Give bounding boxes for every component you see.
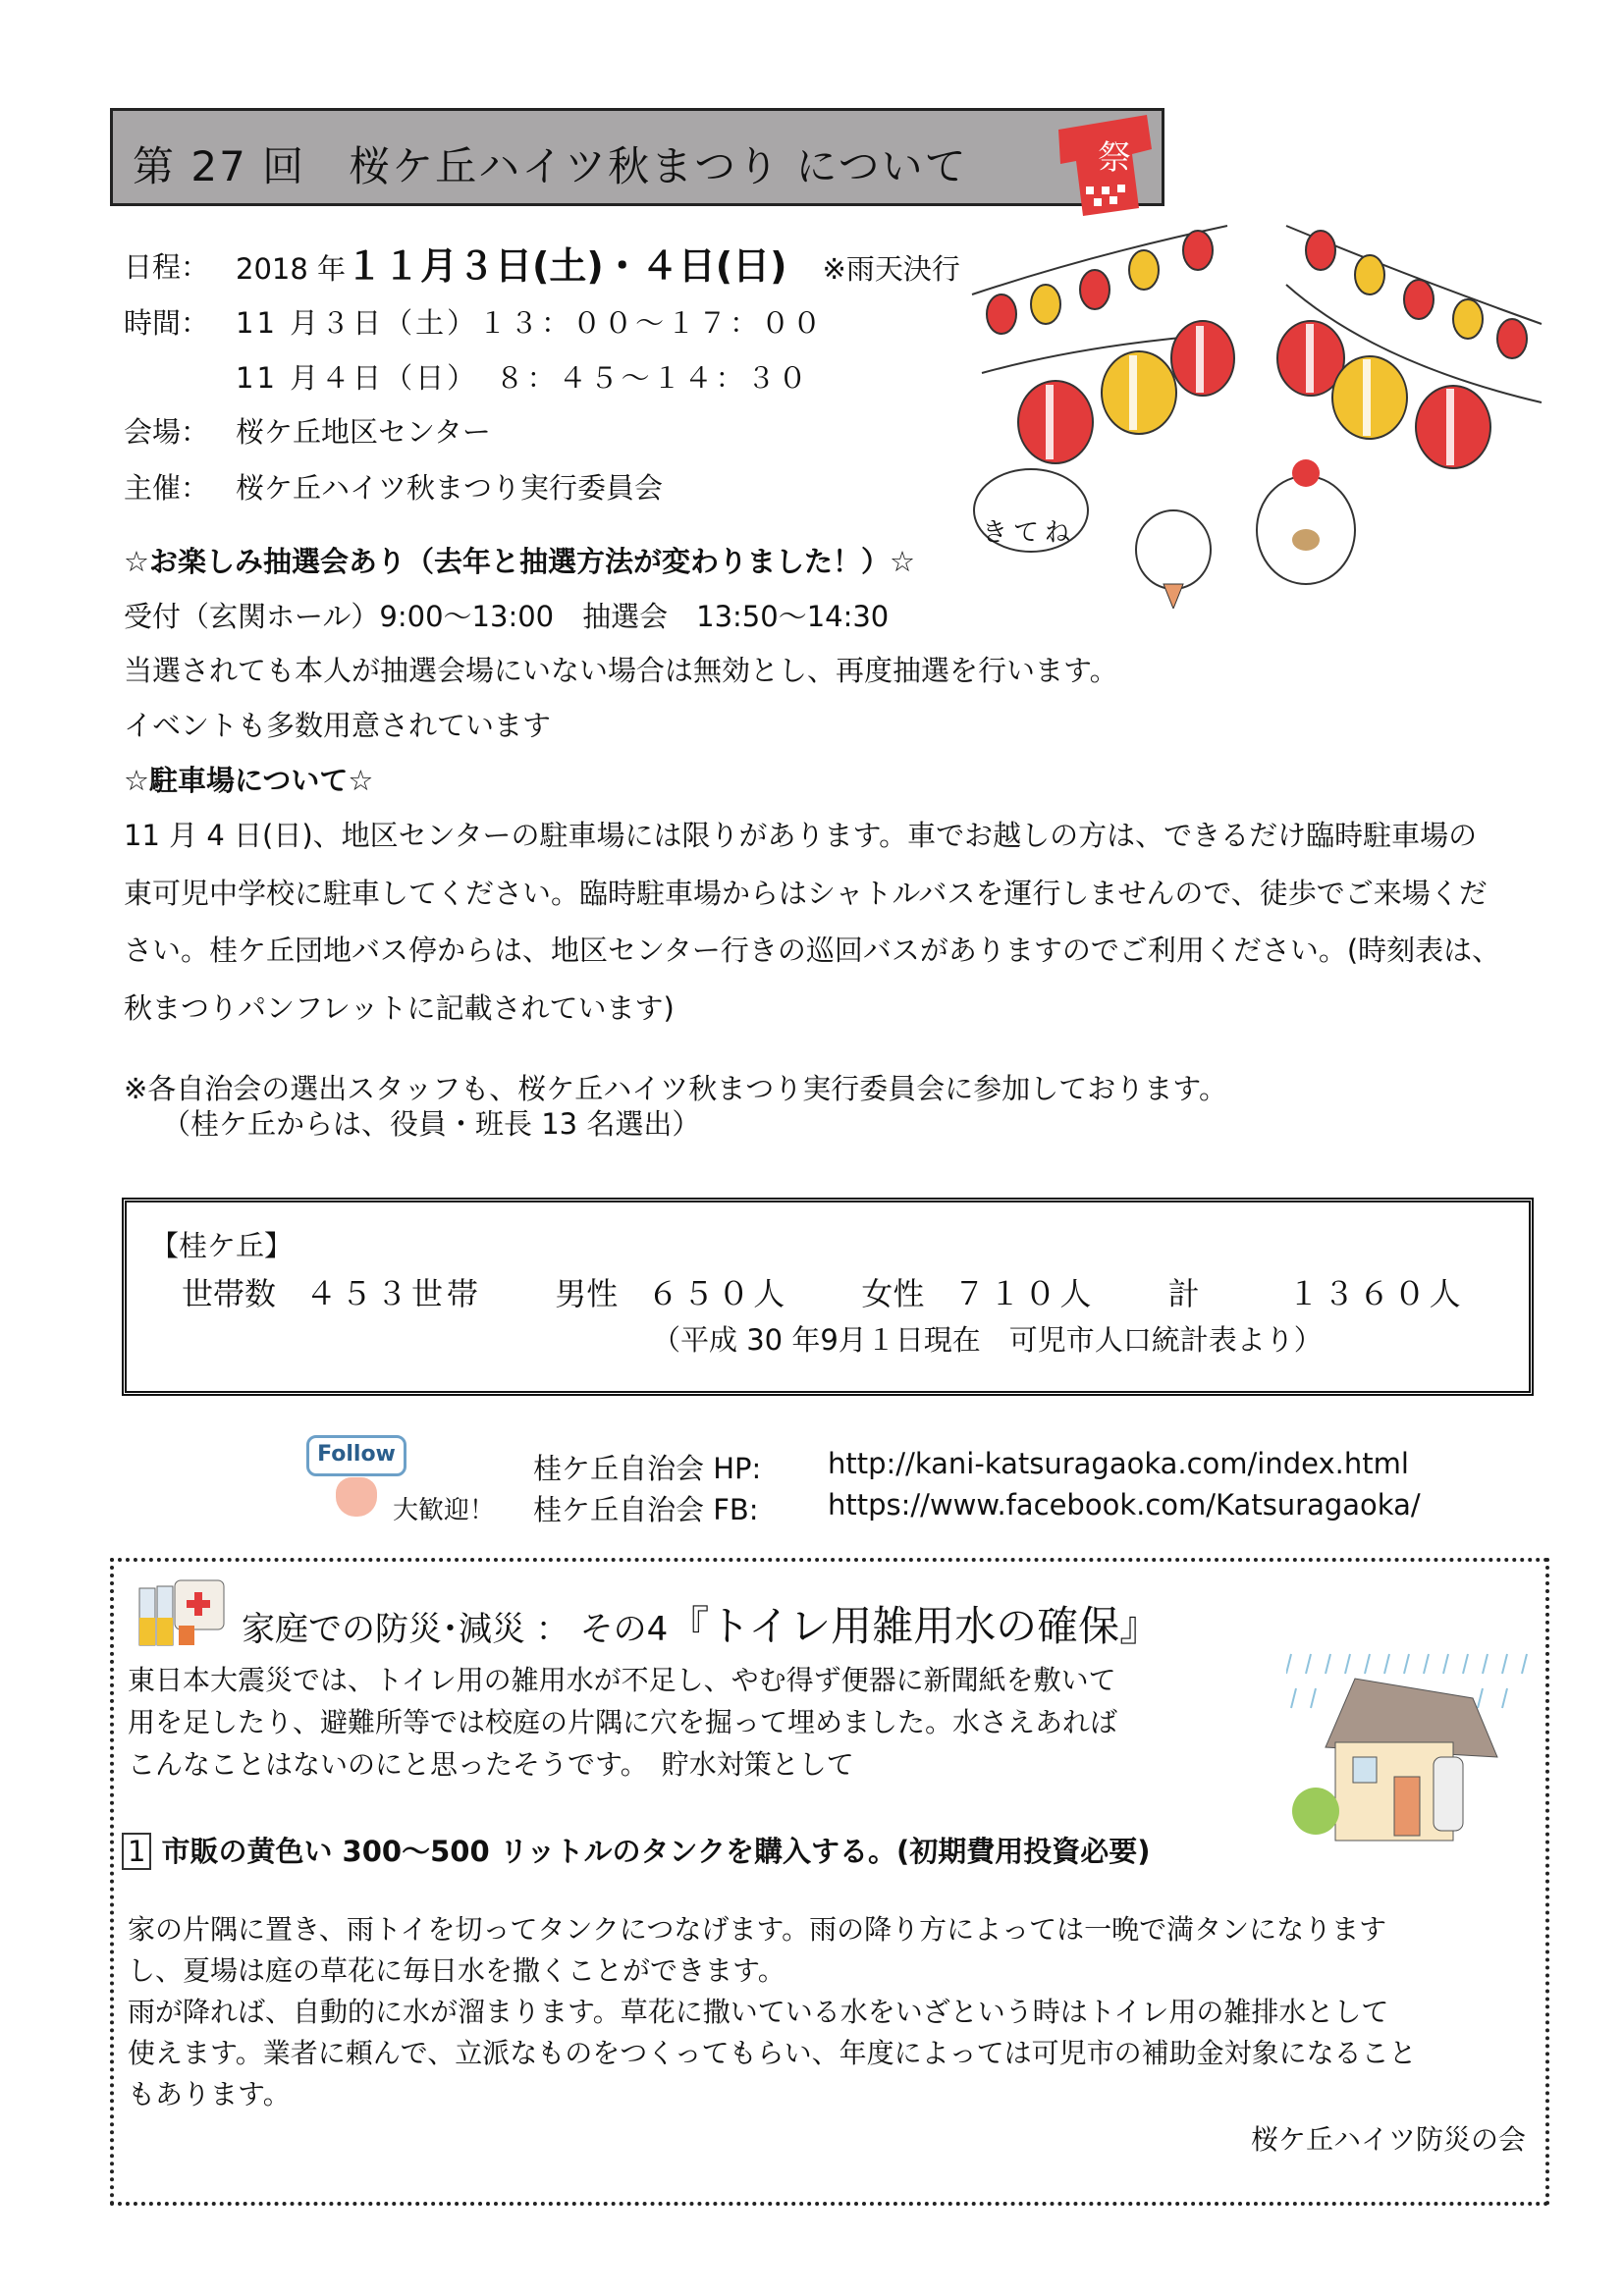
follow-badge [306, 1435, 406, 1476]
body-line: し、夏場は庭の草花に毎日水を撒くことができます。 [128, 1954, 785, 1987]
lottery-line2: 当選されても本人が抽選会場にいない場合は無効とし、再度抽選を行います。 [124, 654, 1118, 687]
hp-label: 桂ケ丘自治会 HP: [533, 1452, 762, 1485]
lottery-heading: ☆お楽しみ抽選会あり（去年と抽選方法が変わりました！）☆ [124, 545, 915, 578]
disaster-heading [242, 1594, 1161, 1653]
fb-link[interactable]: https://www.facebook.com/Katsuragaoka/ [828, 1488, 1421, 1522]
households-value: ４５３世帯 [305, 1275, 483, 1312]
disaster-body [128, 1909, 1417, 2115]
title-banner [110, 108, 1164, 206]
welcome-text: 大歓迎！ [393, 1496, 496, 1525]
time-day1: 11 月３日（土）１３：００～１７：００ [236, 306, 825, 340]
female-label: 女性 [861, 1275, 925, 1312]
parking-line: さい。桂ケ丘団地バス停からは、地区センター行きの巡回バスがありますのでご利用ください。(時刻表は、 [124, 934, 1501, 967]
date-main: １１月３日(土)・４日(日) [346, 244, 787, 288]
host-label: 主催： [124, 471, 210, 505]
staff-note: ※各自治会の選出スタッフも、桜ケ丘ハイツ秋まつり実行委員会に参加しております。 [124, 1072, 1227, 1105]
staff-note-detail: （桂ケ丘からは、役員・班長 13 名選出） [162, 1107, 701, 1141]
households-label: 世帯数 [182, 1275, 277, 1312]
festival-happi-icon [1049, 110, 1157, 222]
item-number: 1 [122, 1833, 151, 1870]
disaster-heading-prefix: 家庭での防災･減災 ： その4 [242, 1610, 669, 1649]
speech-bubble-text: きてね [982, 518, 1077, 548]
parking-heading: ☆駐車場について☆ [124, 764, 374, 797]
parking-line: 11 月 4 日(日)、地区センターの駐車場には限りがあります。車でお越しの方は、できるだけ臨時駐車場の [124, 819, 1478, 852]
hp-link[interactable]: http://kani-katsuragaoka.com/index.html [828, 1447, 1409, 1480]
disaster-intro [128, 1659, 1117, 1786]
population-box [122, 1198, 1534, 1396]
parking-line: 秋まつりパンフレットに記載されています) [124, 990, 675, 1025]
total-value: １３６０人 [1287, 1275, 1465, 1312]
date-value [236, 236, 960, 290]
time-label: 時間： [124, 306, 210, 340]
follow-text: Follow [317, 1442, 396, 1467]
venue-value: 桜ケ丘地区センター [236, 415, 491, 449]
pointing-hand-icon [336, 1477, 377, 1517]
disaster-item-1 [122, 1830, 1150, 1870]
date-label: 日程： [124, 250, 210, 284]
population-source: （平成 30 年9月１日現在 可児市人口統計表より） [652, 1323, 1323, 1357]
emergency-supplies-icon [137, 1578, 236, 1651]
house-rain-tank-illustration [1286, 1649, 1532, 1859]
lottery-line1: 受付（玄関ホール）9:00～13:00 抽選会 13:50～14:30 [124, 600, 890, 633]
lottery-line3: イベントも多数用意されています [124, 709, 552, 742]
time-day2: 11 月４日（日） ８：４５～１４：３０ [236, 361, 810, 395]
date-year: 2018 年 [236, 252, 347, 286]
population-area: 【桂ケ丘】 [150, 1229, 294, 1262]
parking-paragraph [124, 807, 1567, 1037]
happi-char: 祭 [1098, 138, 1131, 178]
intro-line: 用を足したり、避難所等では校庭の片隅に穴を掘って埋めました。水さえあれば [128, 1706, 1118, 1738]
female-value: ７１０人 [953, 1275, 1096, 1312]
male-label: 男性 [555, 1275, 619, 1312]
host-value: 桜ケ丘ハイツ秋まつり実行委員会 [236, 471, 664, 505]
signature: 桜ケ丘ハイツ防災の会 [1250, 2123, 1526, 2156]
page-title: 第 27 回 桜ケ丘ハイツ秋まつり について [133, 142, 968, 190]
item-text: 市販の黄色い 300～500 リットルのタンクを購入する。(初期費用投資必要) [161, 1835, 1151, 1868]
population-stats [182, 1269, 1465, 1314]
intro-line: 東日本大震災では、トイレ用の雑用水が不足し、やむ得ず便器に新聞紙を敷いて [128, 1664, 1116, 1696]
body-line: 使えます。業者に頼んで、立派なものをつくってもらい、年度によっては可児市の補助金対象になること [128, 2037, 1417, 2069]
total-label: 計 [1167, 1275, 1200, 1312]
parking-line: 東可児中学校に駐車してください。臨時駐車場からはシャトルバスを運行しませんので、徒歩でご来場くだ [124, 876, 1488, 910]
intro-line: こんなことはないのにと思ったそうです。 貯水対策として [128, 1748, 854, 1781]
body-line: 家の片隅に置き、雨トイを切ってタンクにつなげます。雨の降り方によっては一晩で満タンになります [128, 1913, 1387, 1946]
body-line: もあります。 [128, 2078, 291, 2110]
date-note: ※雨天決行 [822, 252, 960, 286]
fb-label: 桂ケ丘自治会 FB: [533, 1493, 759, 1526]
disaster-heading-main: 『トイレ用雑用水の確保』 [668, 1602, 1162, 1650]
male-value: ６５０人 [647, 1275, 789, 1312]
body-line: 雨が降れば、自動的に水が溜まります。草花に撒いている水をいざという時はトイレ用の雑排水として [128, 1996, 1389, 2028]
venue-label: 会場： [124, 415, 210, 449]
